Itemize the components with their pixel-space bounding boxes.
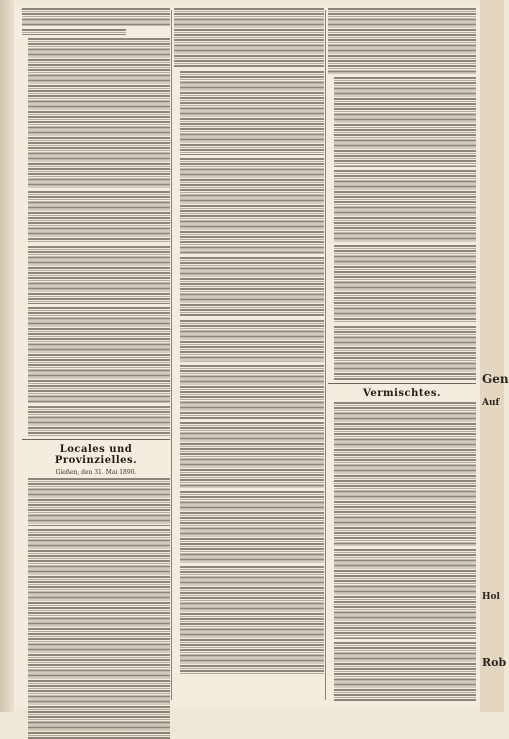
text-block — [22, 29, 126, 35]
text-block — [28, 307, 170, 403]
text-block — [180, 365, 324, 419]
margin-fragment: Rob — [482, 656, 507, 669]
section-heading-miscellany: Vermischtes. — [363, 388, 441, 399]
text-block — [334, 245, 476, 323]
adjacent-page-strip — [480, 0, 509, 712]
text-block — [180, 566, 324, 674]
text-block — [28, 406, 170, 436]
column-rule — [325, 10, 326, 700]
text-block — [328, 8, 476, 74]
text-block — [334, 326, 476, 380]
column-middle — [174, 8, 324, 702]
text-block — [334, 77, 476, 167]
text-block — [28, 478, 170, 526]
margin-fragment: Auf — [482, 398, 500, 408]
newspaper-page — [14, 4, 480, 708]
text-block — [174, 8, 324, 68]
text-block — [334, 549, 476, 639]
page-binding-edge — [0, 0, 14, 712]
text-block — [180, 257, 324, 317]
text-block — [180, 422, 324, 488]
text-block — [28, 191, 170, 243]
text-block — [334, 642, 476, 702]
section-divider — [328, 383, 476, 384]
margin-fragment: Hol — [482, 592, 500, 602]
text-block — [334, 170, 476, 242]
text-block — [180, 320, 324, 362]
column-right — [328, 8, 476, 702]
text-block — [334, 402, 476, 546]
text-block — [28, 529, 170, 739]
section-heading-local: Locales und Provinzielles. — [54, 444, 138, 466]
text-block — [180, 491, 324, 563]
text-block — [180, 71, 324, 155]
text-block — [180, 158, 324, 254]
text-block — [22, 8, 170, 26]
text-block — [28, 246, 170, 304]
text-block — [28, 38, 170, 188]
column-rule — [171, 10, 172, 700]
column-left — [22, 8, 170, 702]
section-divider — [22, 439, 170, 440]
margin-fragment: Gen — [482, 372, 509, 386]
dateline: Gießen, den 31. Mai 1890. — [55, 469, 137, 476]
